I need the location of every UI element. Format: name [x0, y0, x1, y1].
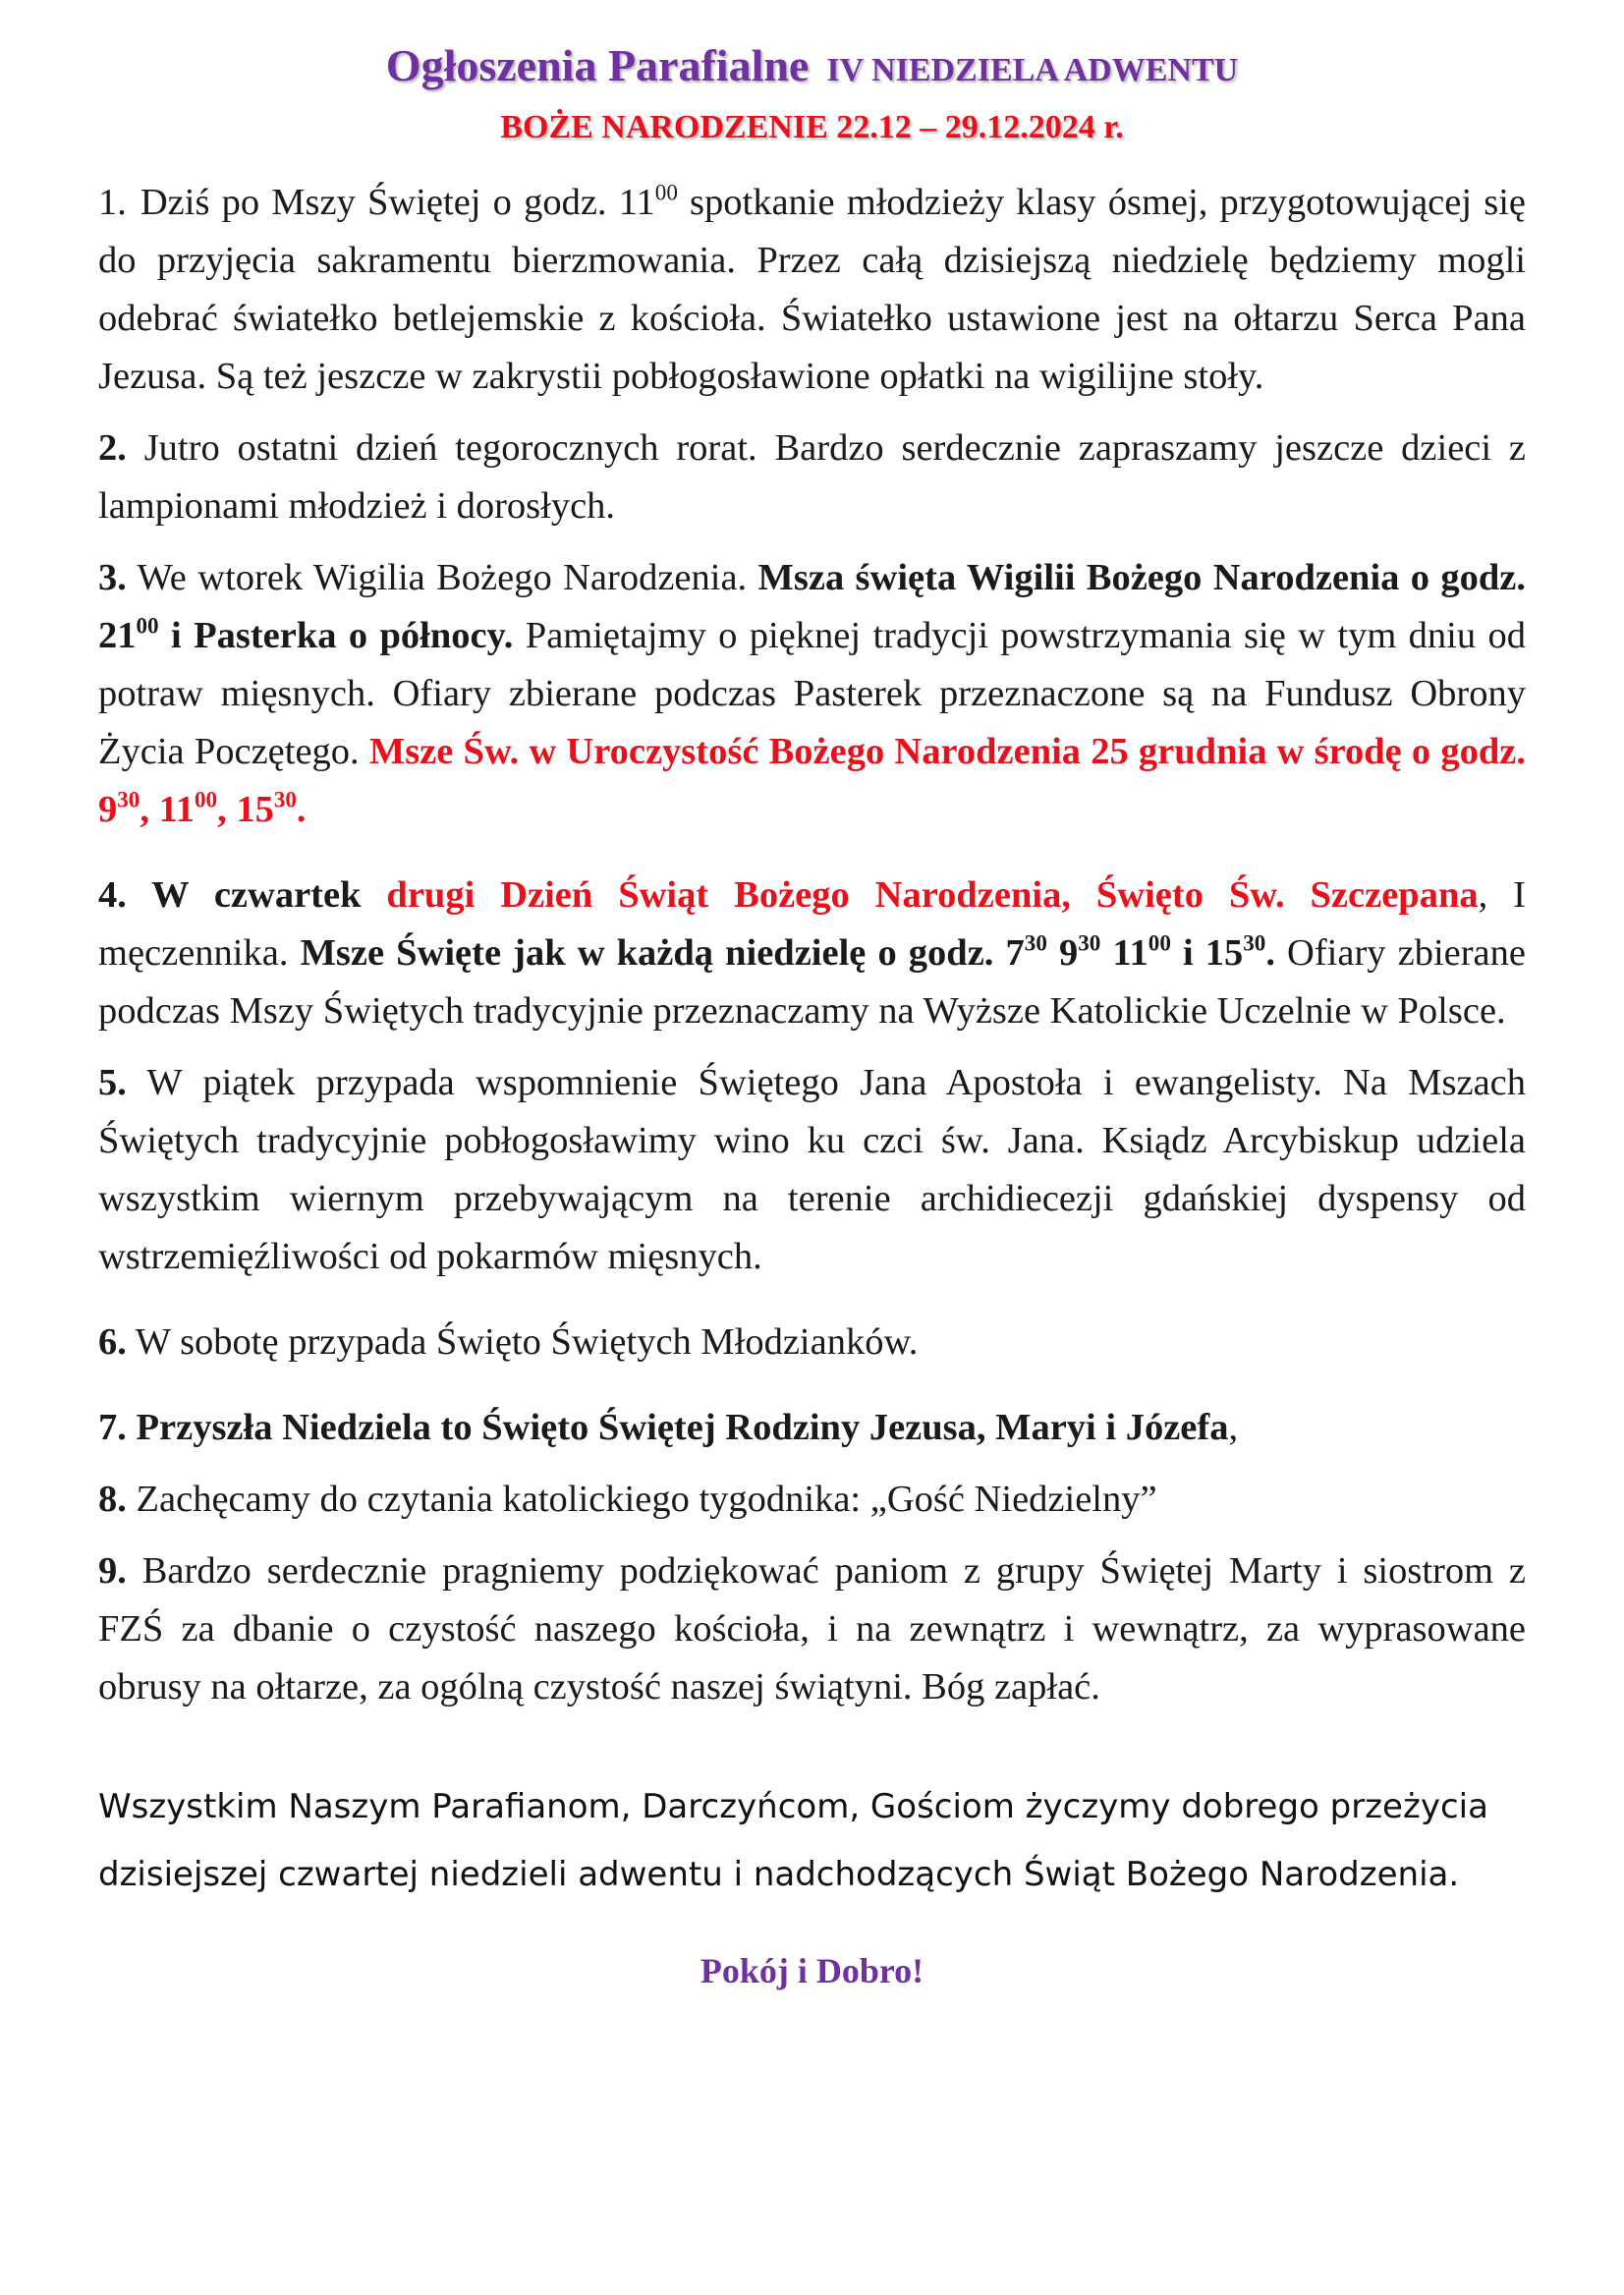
item-number: 9.	[98, 1550, 127, 1592]
time-superscript: 30	[1243, 929, 1266, 956]
item-bold-text: 7. Przyszła Niedziela to Święto Świętej Rodziny Jezusa, Maryi i Józefa	[98, 1407, 1229, 1448]
item-bold-text: Msza święta Wigilii Bożego Narodzenia o godz. 21	[98, 557, 1527, 656]
time-superscript: 00	[654, 179, 678, 205]
item-red-text: , 15	[217, 789, 274, 830]
date-range: BOŻE NARODZENIE 22.12 – 29.12.2024 r.	[500, 109, 1124, 145]
announcement-4	[98, 867, 1526, 1040]
item-bold-text: 9	[1046, 932, 1079, 974]
item-number: 4. W czwartek	[98, 874, 362, 916]
time-superscript: 30	[273, 786, 297, 812]
item-bold-text: i Pasterka o północy.	[158, 615, 514, 656]
item-red-text: Msze Św. w Uroczystość Bożego Narodzenia 25 grudnia w środę o godz. 9	[98, 731, 1526, 830]
announcement-3	[98, 549, 1526, 839]
item-text: Ofiary zbierane podczas Mszy Świętych tradycyjnie przeznaczamy na Wyższe Katolickie Uczelnie w Polsce.	[98, 932, 1526, 1032]
item-bold-text: i 15	[1170, 932, 1244, 974]
item-text: W sobotę przypada Święto Świętych Młodzianków.	[126, 1321, 919, 1363]
item-bold-text: 11	[1100, 932, 1148, 974]
item-bold-text: .	[1265, 932, 1275, 974]
time-superscript: 00	[136, 612, 159, 639]
item-text: Dziś po Mszy Świętej o godz. 11	[140, 182, 655, 223]
item-number: 3.	[98, 557, 127, 598]
item-number: 5.	[98, 1062, 127, 1103]
item-text: We wtorek Wigilia Bożego Narodzenia.	[126, 557, 758, 598]
page-title: Ogłoszenia Parafialne	[385, 40, 810, 90]
item-text: spotkanie młodzieży klasy ósmej, przygotowującej się do przyjęcia sakramentu bierzmowania. Przez całą dzisiejszą niedzielę będziemy mogli odebrać światełko betlejemskie z kościoła. Światełko ustawione jest na ołtarzu Serca Pana Jezusa. Są też jeszcze w zakrystii pobłogosławione opłatki na wigilijne stoły.	[98, 182, 1526, 397]
item-number: 1.	[98, 182, 127, 223]
time-superscript: 30	[1024, 929, 1047, 956]
title-line	[98, 37, 1526, 105]
time-superscript: 30	[1078, 929, 1101, 956]
footer-greeting: Pokój i Dobro!	[700, 1951, 924, 1990]
announcements-list	[98, 174, 1526, 1716]
closing-wishes: Wszystkim Naszym Parafianom, Darczyńcom, Gościom życzymy dobrego przeżycia dzisiejszej czwartej niedzieli adwentu i nadchodzących Świąt Bożego Narodzenia.	[98, 1787, 1488, 1894]
announcement-2	[98, 420, 1526, 535]
item-number: 8.	[98, 1479, 127, 1520]
item-number: 6.	[98, 1321, 127, 1363]
item-text: Bardzo serdecznie pragniemy podziękować paniom z grupy Świętej Marty i siostrom z FZŚ za dbanie o czystość naszego kościoła, i na zewnątrz i wewnątrz, za wyprasowane obrusy na ołtarze, za ogólną czystość naszej świątyni. Bóg zapłać.	[98, 1550, 1526, 1707]
time-superscript: 00	[1148, 929, 1171, 956]
item-red-text: drugi Dzień Świąt Bożego Narodzenia, Święto Św. Szczepana	[361, 874, 1479, 916]
announcement-1	[98, 174, 1526, 406]
item-text: Zachęcamy do czytania katolickiego tygodnika: „Gość Niedzielny”	[126, 1479, 1157, 1520]
item-text: W piątek przypada wspomnienie Świętego Jana Apostoła i ewangelisty. Na Mszach Świętych tradycyjnie pobłogosławimy wino ku czci św. Jana. Ksiądz Arcybiskup udziela wszystkim wiernym przebywającym na terenie archidiecezji gdańskiej dyspensy od wstrzemięźliwości od pokarmów mięsnych.	[98, 1062, 1526, 1277]
item-text: Jutro ostatni dzień tegorocznych rorat. Bardzo serdecznie zapraszamy jeszcze dzieci z lampionami młodzież i dorosłych.	[98, 427, 1526, 527]
item-red-text: , 11	[140, 789, 195, 830]
header	[98, 0, 1526, 150]
announcement-9	[98, 1542, 1526, 1716]
announcement-7	[98, 1399, 1526, 1457]
announcement-5	[98, 1054, 1526, 1286]
announcement-8	[98, 1471, 1526, 1529]
item-number: 2.	[98, 427, 127, 469]
item-text: Pamiętajmy o pięknej tradycji powstrzymania się w tym dniu od potraw mięsnych. Ofiary zbierane podczas Pasterek przeznaczone są na Fundusz Obrony Życia Poczętego.	[98, 615, 1527, 772]
page-subtitle: IV NIEDZIELA ADWENTU	[826, 52, 1239, 88]
item-red-text: .	[296, 789, 307, 830]
time-superscript: 00	[194, 786, 218, 812]
item-bold-text: Msze Święte jak w każdą niedzielę o godz. 7	[300, 932, 1025, 974]
announcement-6	[98, 1314, 1526, 1371]
item-text: ,	[1228, 1407, 1239, 1448]
item-text: , I męczennika.	[98, 874, 1526, 974]
time-superscript: 30	[117, 786, 140, 812]
